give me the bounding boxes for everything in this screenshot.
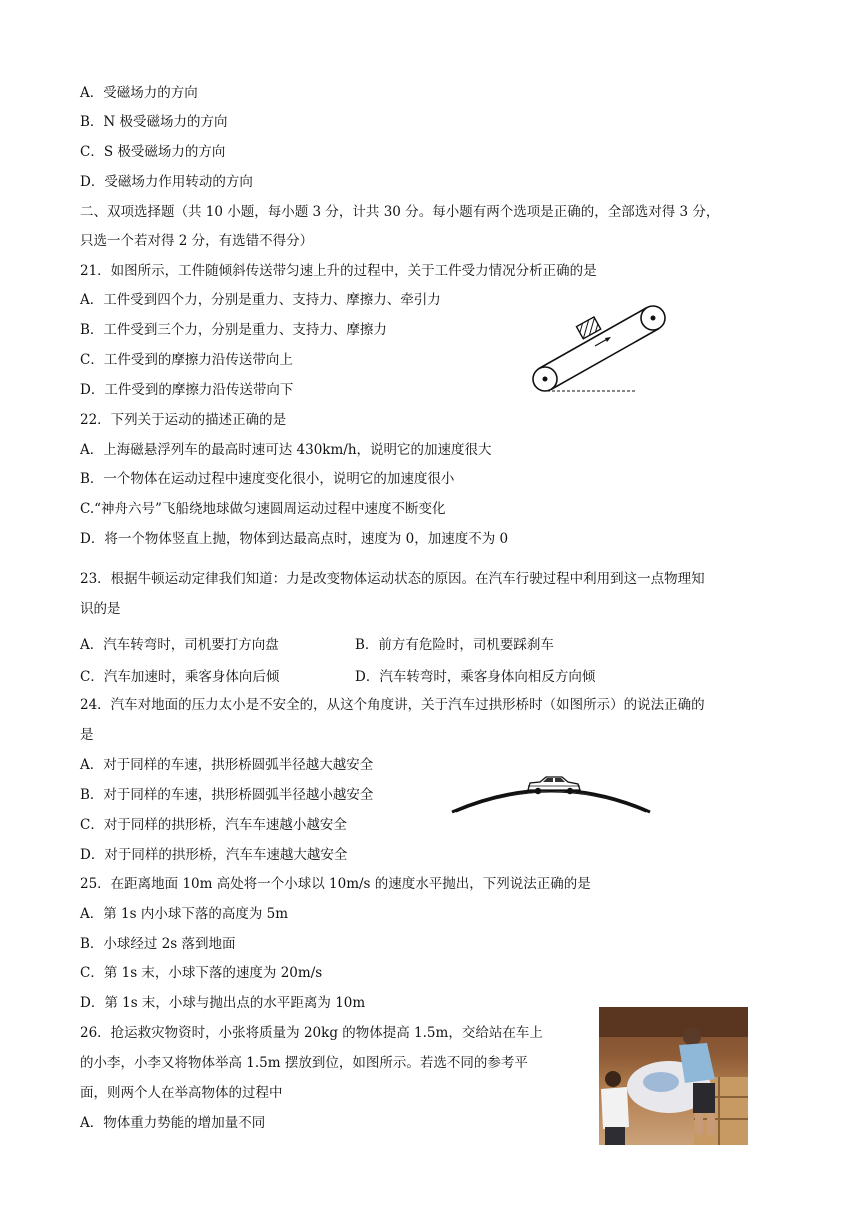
q25-option-b: B．小球经过 2s 落到地面: [80, 936, 236, 952]
q23-option-a: A．汽车转弯时，司机要打方向盘: [80, 637, 279, 653]
q24-option-a: A．对于同样的车速，拱形桥圆弧半径越大越安全: [80, 757, 374, 773]
q22-option-c: C.“神舟六号”飞船绕地球做匀速圆周运动过程中速度不断变化: [80, 501, 446, 517]
q21-option-c: C．工件受到的摩擦力沿传送带向上: [80, 352, 293, 368]
option-d: D．受磁场力作用转动的方向: [80, 174, 253, 190]
q21-option-b: B．工件受到三个力，分别是重力、支持力、摩擦力: [80, 322, 387, 338]
q22-stem: 22．下列关于运动的描述正确的是: [80, 412, 287, 428]
q22-option-b: B．一个物体在运动过程中速度变化很小，说明它的加速度很小: [80, 471, 455, 487]
q24-stem-cont: 是: [80, 727, 94, 743]
q25-option-c: C．第 1s 末，小球下落的速度为 20m/s: [80, 965, 323, 981]
q25-option-d: D．第 1s 末，小球与抛出点的水平距离为 10m: [80, 995, 366, 1011]
q26-option-a: A．物体重力势能的增加量不同: [80, 1115, 266, 1131]
q23-option-c: C．汽车加速时，乘客身体向后倾: [80, 669, 280, 685]
q24-stem: 24．汽车对地面的压力太小是不安全的，从这个角度讲，关于汽车过拱形桥时（如图所示）的说法正确的: [80, 697, 705, 713]
q25-stem: 25．在距离地面 10m 高处将一个小球以 10m/s 的速度水平抛出，下列说法正确的是: [80, 876, 591, 892]
q22-option-d: D．将一个物体竖直上抛，物体到达最高点时，速度为 0，加速度不为 0: [80, 531, 509, 547]
conveyor-belt-figure: [525, 298, 675, 398]
section-heading: 二、双项选择题（共 10 小题，每小题 3 分，计共 30 分。每小题有两个选项是正确的，全部选对得 3 分，: [80, 204, 720, 220]
section-instructions: 只选一个若对得 2 分，有选错不得分）: [80, 233, 314, 249]
option-c: C．S 极受磁场力的方向: [80, 144, 226, 160]
q24-option-b: B．对于同样的车速，拱形桥圆弧半径越小越安全: [80, 787, 374, 803]
option-b: B．N 极受磁场力的方向: [80, 114, 228, 130]
q23-stem: 23．根据牛顿运动定律我们知道：力是改变物体运动状态的原因。在汽车行驶过程中利用到这一点物理知: [80, 571, 705, 587]
q24-option-c: C．对于同样的拱形桥，汽车车速越小越安全: [80, 817, 347, 833]
q26-stem-cont: 的小李，小李又将物体举高 1.5m 摆放到位，如图所示。若选不同的参考平: [80, 1055, 528, 1071]
q21-stem: 21．如图所示，工件随倾斜传送带匀速上升的过程中，关于工件受力情况分析正确的是: [80, 263, 597, 279]
q22-option-a: A．上海磁悬浮列车的最高时速可达 430km/h，说明它的加速度很大: [80, 442, 492, 458]
q26-stem: 26．抢运救灾物资时，小张将质量为 20kg 的物体提高 1.5m，交给站在车上: [80, 1025, 543, 1041]
arch-bridge-figure: [448, 768, 656, 818]
q21-option-a: A．工件受到四个力，分别是重力、支持力、摩擦力、牵引力: [80, 292, 441, 308]
q23-stem-cont: 识的是: [80, 601, 121, 617]
q26-stem-cont2: 面，则两个人在举高物体的过程中: [80, 1085, 283, 1101]
q24-option-d: D．对于同样的拱形桥，汽车车速越大越安全: [80, 847, 348, 863]
option-a: A．受磁场力的方向: [80, 85, 198, 101]
q25-option-a: A．第 1s 内小球下落的高度为 5m: [80, 906, 289, 922]
disaster-relief-photo: [599, 1007, 748, 1145]
q23-option-b: B．前方有危险时，司机要踩刹车: [355, 637, 554, 653]
q23-option-d: D．汽车转弯时，乘客身体向相反方向倾: [355, 669, 596, 685]
q21-option-d: D．工件受到的摩擦力沿传送带向下: [80, 382, 294, 398]
